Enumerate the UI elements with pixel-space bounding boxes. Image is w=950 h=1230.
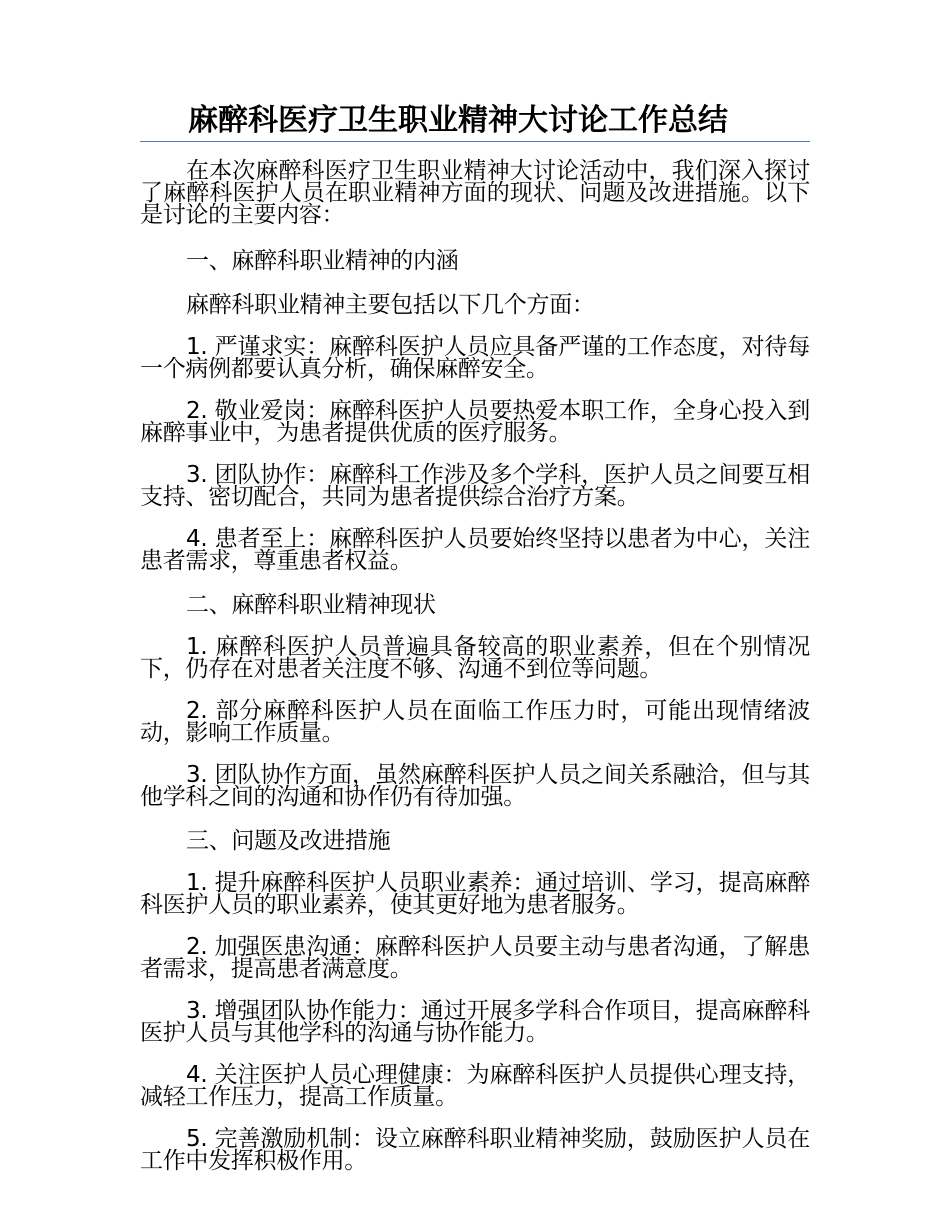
intro-paragraph: 在本次麻醉科医疗卫生职业精神大讨论活动中，我们深入探讨了麻醉科医护人员在职业精神方面的现状、问题及改进措施。以下是讨论的主要内容： <box>140 158 810 228</box>
list-item: 1. 麻醉科医护人员普遍具备较高的职业素养，但在个别情况下，仍存在对患者关注度不够、沟通不到位等问题。 <box>140 634 810 682</box>
list-item: 1. 提升麻醉科医护人员职业素养：通过培训、学习，提高麻醉科医护人员的职业素养，使其更好地为患者服务。 <box>140 870 810 918</box>
list-item: 4. 患者至上：麻醉科医护人员要始终坚持以患者为中心，关注患者需求，尊重患者权益。 <box>140 526 810 574</box>
list-item: 2. 部分麻醉科医护人员在面临工作压力时，可能出现情绪波动，影响工作质量。 <box>140 698 810 746</box>
section-lead-1: 麻醉科职业精神主要包括以下几个方面： <box>186 292 595 318</box>
section-heading-3: 三、问题及改进措施 <box>186 828 391 854</box>
list-item: 3. 团队协作：麻醉科工作涉及多个学科，医护人员之间要互相支持、密切配合，共同为患者提供综合治疗方案。 <box>140 462 810 510</box>
list-item: 2. 敬业爱岗：麻醉科医护人员要热爱本职工作，全身心投入到麻醉事业中，为患者提供优质的医疗服务。 <box>140 398 810 446</box>
section-heading-1: 一、麻醉科职业精神的内涵 <box>186 248 459 274</box>
page-title: 麻醉科医疗卫生职业精神大讨论工作总结 <box>188 103 728 138</box>
list-item: 3. 增强团队协作能力：通过开展多学科合作项目，提高麻醉科医护人员与其他学科的沟通与协作能力。 <box>140 998 810 1046</box>
list-item: 2. 加强医患沟通：麻醉科医护人员要主动与患者沟通，了解患者需求，提高患者满意度。 <box>140 934 810 982</box>
title-bar <box>140 100 810 142</box>
list-item: 1. 严谨求实：麻醉科医护人员应具备严谨的工作态度，对待每一个病例都要认真分析，确保麻醉安全。 <box>140 334 810 382</box>
document-body <box>140 160 810 1192</box>
list-item: 4. 关注医护人员心理健康：为麻醉科医护人员提供心理支持，减轻工作压力，提高工作质量。 <box>140 1062 810 1110</box>
list-item: 5. 完善激励机制：设立麻醉科职业精神奖励，鼓励医护人员在工作中发挥积极作用。 <box>140 1126 810 1174</box>
section-heading-2: 二、麻醉科职业精神现状 <box>186 592 436 618</box>
list-item: 3. 团队协作方面，虽然麻醉科医护人员之间关系融洽，但与其他学科之间的沟通和协作仍有待加强。 <box>140 762 810 810</box>
